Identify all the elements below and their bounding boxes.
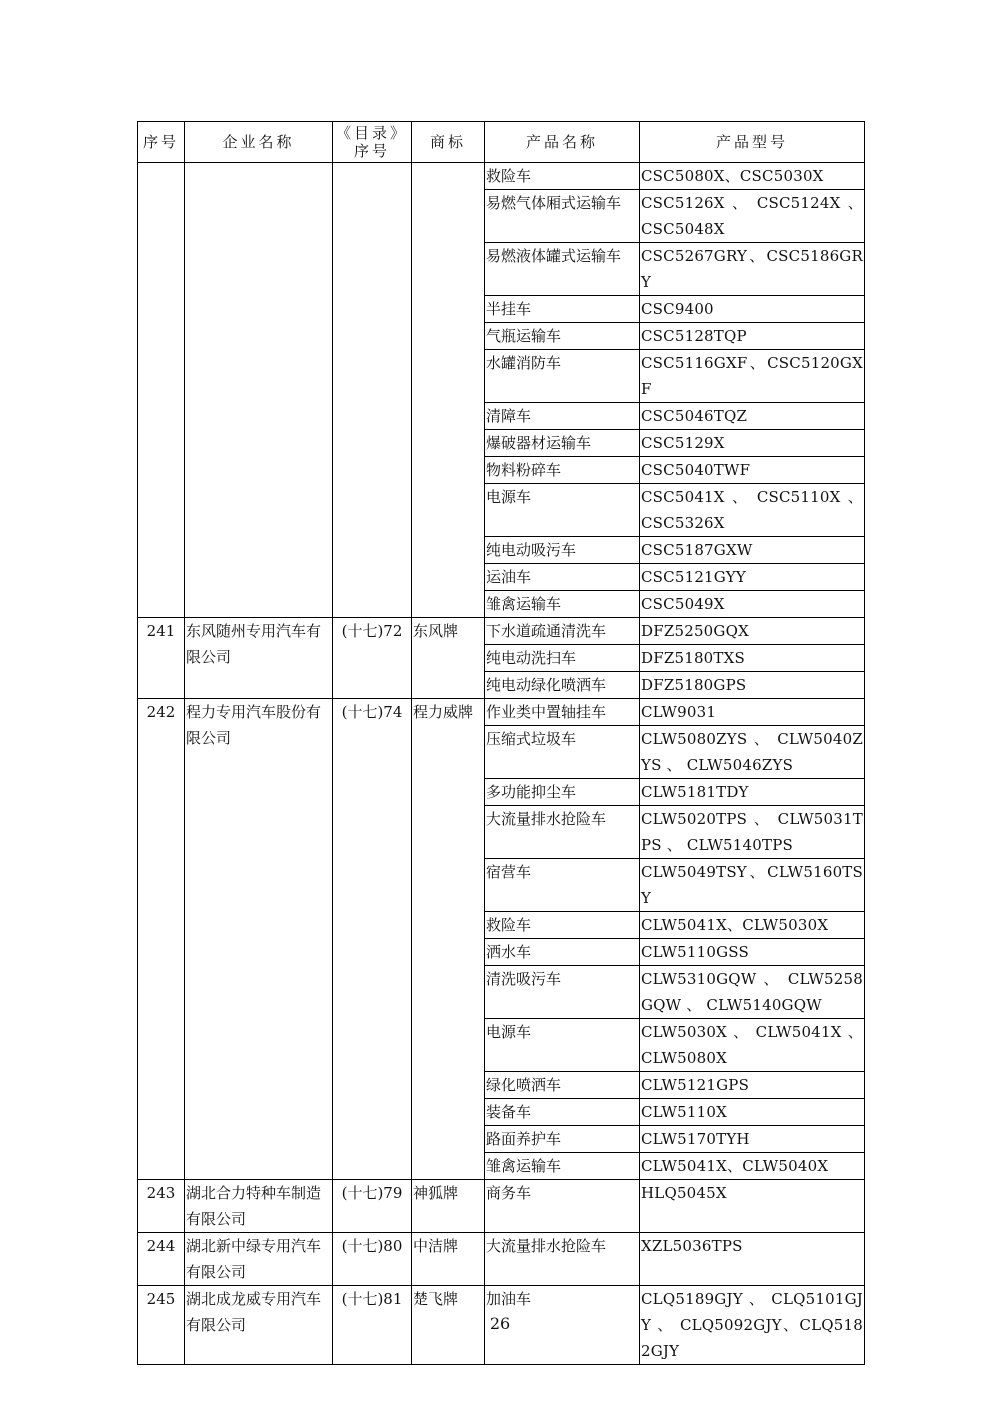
product-model-cell: CLW5041X、CLW5030X: [640, 912, 865, 939]
product-name-cell: 路面养护车: [485, 1126, 640, 1153]
product-model-cell: CSC5049X: [640, 591, 865, 618]
product-name-cell: 加油车: [485, 1286, 640, 1365]
product-model-cell: CLW5110GSS: [640, 939, 865, 966]
product-model-cell: XZL5036TPS: [640, 1233, 865, 1286]
product-model-cell: CLW5181TDY: [640, 779, 865, 806]
header-company: 企业名称: [185, 122, 333, 163]
product-model-cell: CLW5110X: [640, 1099, 865, 1126]
brand-cell: [412, 163, 485, 618]
product-name-cell: 商务车: [485, 1180, 640, 1233]
company-cell: [185, 163, 333, 618]
table-row: [138, 1233, 865, 1286]
table-row: [138, 618, 865, 645]
seq-cell: 242: [138, 699, 185, 1180]
table-row: [138, 699, 865, 726]
product-name-cell: 压缩式垃圾车: [485, 726, 640, 779]
product-model-cell: CLQ5189GJY 、 CLQ5101GJY 、 CLQ5092GJY、CLQ5182GJY: [640, 1286, 865, 1365]
brand-cell: 程力威牌: [412, 699, 485, 1180]
product-model-cell: CLW5049TSY、CLW5160TSY: [640, 859, 865, 912]
product-model-cell: CLW5080ZYS 、 CLW5040ZYS 、 CLW5046ZYS: [640, 726, 865, 779]
catalog-cell: (十七)79: [333, 1180, 412, 1233]
table-row: [138, 163, 865, 190]
header-product: 产品名称: [485, 122, 640, 163]
product-name-cell: 纯电动吸污车: [485, 537, 640, 564]
product-name-cell: 清障车: [485, 403, 640, 430]
seq-cell: 241: [138, 618, 185, 699]
product-name-cell: 作业类中置轴挂车: [485, 699, 640, 726]
product-model-cell: CSC5126X 、 CSC5124X 、 CSC5048X: [640, 190, 865, 243]
product-model-cell: CSC5267GRY、CSC5186GRY: [640, 243, 865, 296]
seq-cell: 244: [138, 1233, 185, 1286]
product-name-cell: 救险车: [485, 163, 640, 190]
seq-cell: 243: [138, 1180, 185, 1233]
product-model-cell: CSC5129X: [640, 430, 865, 457]
product-model-cell: CLW5170TYH: [640, 1126, 865, 1153]
product-model-cell: CLW5041X、CLW5040X: [640, 1153, 865, 1180]
product-name-cell: 雏禽运输车: [485, 1153, 640, 1180]
product-model-cell: HLQ5045X: [640, 1180, 865, 1233]
product-name-cell: 爆破器材运输车: [485, 430, 640, 457]
product-name-cell: 气瓶运输车: [485, 323, 640, 350]
company-cell: 湖北新中绿专用汽车有限公司: [185, 1233, 333, 1286]
product-model-cell: CSC9400: [640, 296, 865, 323]
product-model-cell: DFZ5250GQX: [640, 618, 865, 645]
product-name-cell: 运油车: [485, 564, 640, 591]
product-name-cell: 易燃液体罐式运输车: [485, 243, 640, 296]
product-name-cell: 大流量排水抢险车: [485, 1233, 640, 1286]
product-name-cell: 雏禽运输车: [485, 591, 640, 618]
product-model-cell: CLW5020TPS 、 CLW5031TPS 、 CLW5140TPS: [640, 806, 865, 859]
product-name-cell: 宿营车: [485, 859, 640, 912]
product-name-cell: 绿化喷洒车: [485, 1072, 640, 1099]
product-model-cell: CSC5116GXF、CSC5120GXF: [640, 350, 865, 403]
product-model-cell: CSC5128TQP: [640, 323, 865, 350]
table-body: [138, 163, 865, 1365]
brand-cell: 神狐牌: [412, 1180, 485, 1233]
product-model-cell: CLW5030X 、 CLW5041X 、 CLW5080X: [640, 1019, 865, 1072]
product-model-cell: CLW9031: [640, 699, 865, 726]
vehicle-catalog-table: [137, 121, 865, 1365]
product-name-cell: 物料粉碎车: [485, 457, 640, 484]
company-cell: 东风随州专用汽车有限公司: [185, 618, 333, 699]
catalog-cell: (十七)81: [333, 1286, 412, 1365]
table-row: [138, 1180, 865, 1233]
company-cell: 湖北合力特种车制造有限公司: [185, 1180, 333, 1233]
header-seq: 序号: [138, 122, 185, 163]
product-name-cell: 电源车: [485, 1019, 640, 1072]
seq-cell: [138, 163, 185, 618]
product-name-cell: 装备车: [485, 1099, 640, 1126]
brand-cell: 中洁牌: [412, 1233, 485, 1286]
header-row: [138, 122, 865, 163]
catalog-cell: (十七)80: [333, 1233, 412, 1286]
product-model-cell: CLW5121GPS: [640, 1072, 865, 1099]
product-model-cell: CSC5040TWF: [640, 457, 865, 484]
product-model-cell: CSC5121GYY: [640, 564, 865, 591]
catalog-cell: (十七)74: [333, 699, 412, 1180]
product-name-cell: 多功能抑尘车: [485, 779, 640, 806]
product-name-cell: 半挂车: [485, 296, 640, 323]
product-name-cell: 救险车: [485, 912, 640, 939]
seq-cell: 245: [138, 1286, 185, 1365]
product-name-cell: 纯电动绿化喷洒车: [485, 672, 640, 699]
company-cell: 湖北成龙威专用汽车有限公司: [185, 1286, 333, 1365]
product-name-cell: 电源车: [485, 484, 640, 537]
product-model-cell: CSC5046TQZ: [640, 403, 865, 430]
brand-cell: 楚飞牌: [412, 1286, 485, 1365]
product-name-cell: 洒水车: [485, 939, 640, 966]
product-model-cell: CSC5080X、CSC5030X: [640, 163, 865, 190]
catalog-cell: [333, 163, 412, 618]
company-cell: 程力专用汽车股份有限公司: [185, 699, 333, 1180]
product-name-cell: 大流量排水抢险车: [485, 806, 640, 859]
header-model: 产品型号: [640, 122, 865, 163]
product-model-cell: CLW5310GQW 、 CLW5258GQW 、 CLW5140GQW: [640, 966, 865, 1019]
product-model-cell: DFZ5180GPS: [640, 672, 865, 699]
catalog-cell: (十七)72: [333, 618, 412, 699]
product-name-cell: 易燃气体厢式运输车: [485, 190, 640, 243]
product-model-cell: DFZ5180TXS: [640, 645, 865, 672]
header-brand: 商标: [412, 122, 485, 163]
product-name-cell: 水罐消防车: [485, 350, 640, 403]
page-number: 26: [489, 1314, 511, 1333]
product-name-cell: 下水道疏通清洗车: [485, 618, 640, 645]
brand-cell: 东风牌: [412, 618, 485, 699]
product-model-cell: CSC5187GXW: [640, 537, 865, 564]
product-name-cell: 清洗吸污车: [485, 966, 640, 1019]
product-model-cell: CSC5041X 、 CSC5110X 、 CSC5326X: [640, 484, 865, 537]
product-name-cell: 纯电动洗扫车: [485, 645, 640, 672]
header-catalog: 《目录》序号: [333, 122, 412, 163]
